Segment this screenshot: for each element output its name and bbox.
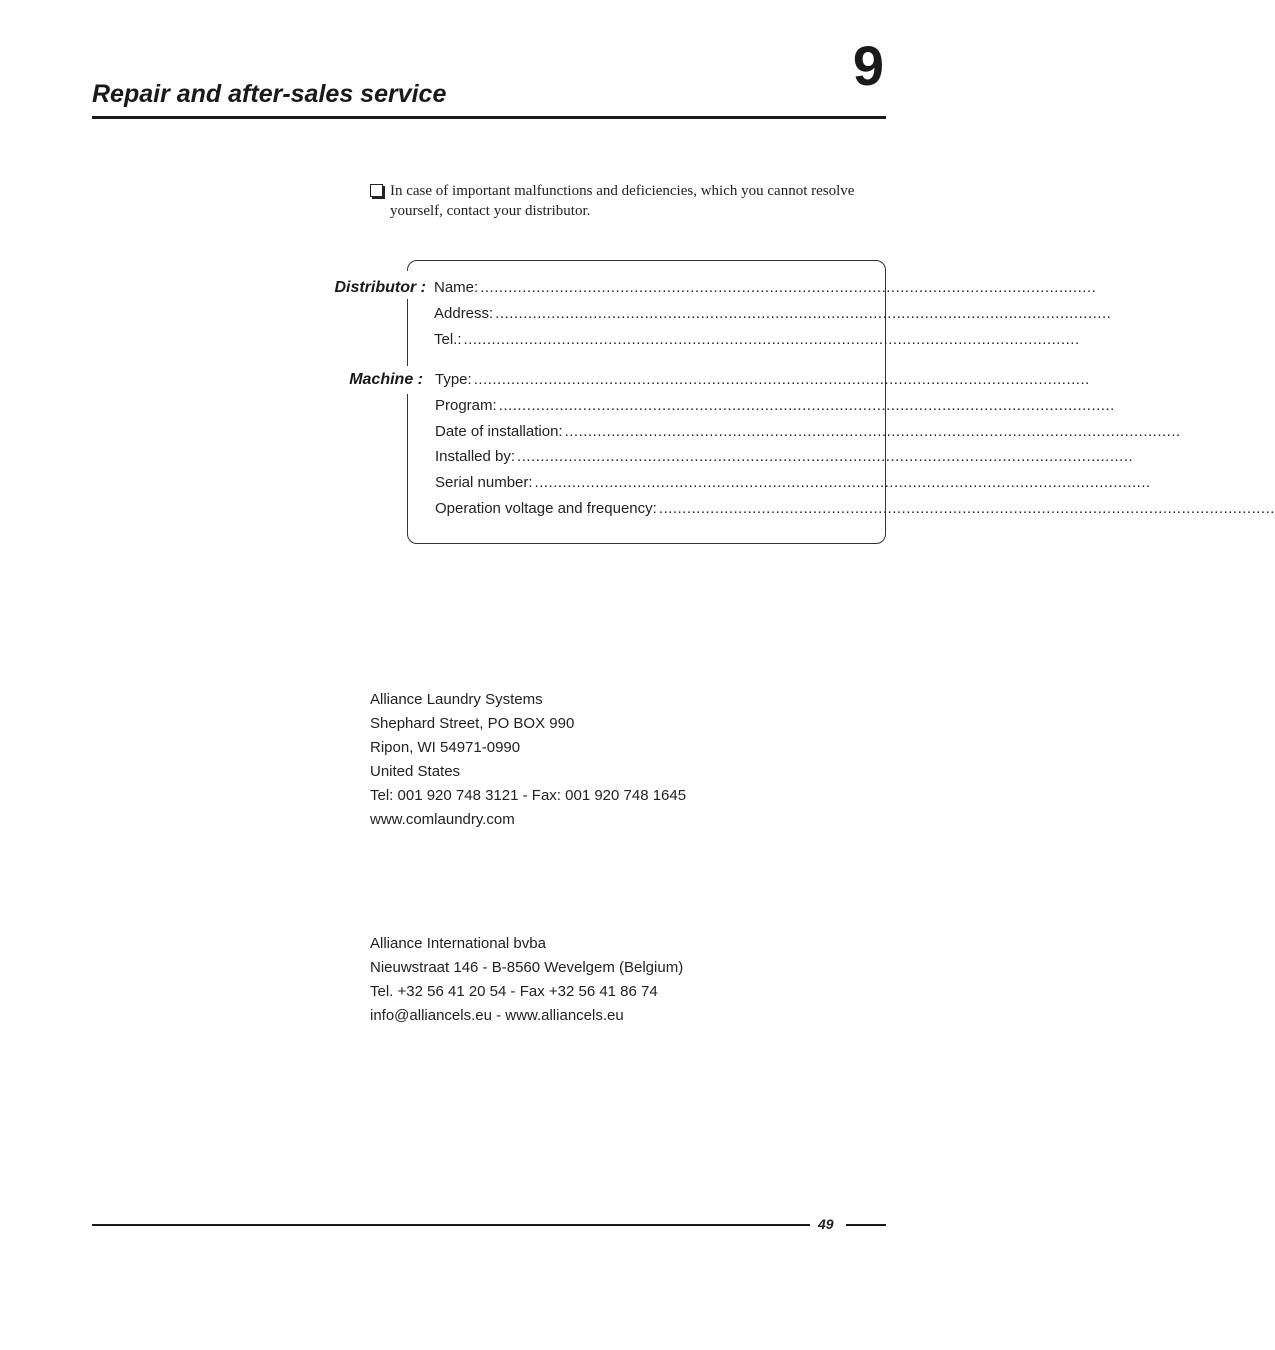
footer-rule-right xyxy=(846,1224,886,1226)
field-label: Name: xyxy=(434,279,479,296)
page-number: 49 xyxy=(818,1216,834,1232)
address-us xyxy=(370,688,686,832)
field-leader: .................................................................................................................................... xyxy=(498,397,1115,414)
address-line: Shephard Street, PO BOX 990 xyxy=(370,715,575,732)
machine-installed-by-field xyxy=(435,448,1134,465)
field-leader: .................................................................................................................................... xyxy=(564,423,1181,440)
address-line: Tel: 001 920 748 3121 - Fax: 001 920 748 1645 xyxy=(370,787,687,804)
checkbox-icon xyxy=(370,184,383,197)
page-title: Repair and after-sales service xyxy=(92,80,447,108)
field-label: Operation voltage and frequency: xyxy=(435,500,657,517)
field-leader: .................................................................................................................................... xyxy=(495,305,1112,322)
address-line: Tel. +32 56 41 20 54 - Fax +32 56 41 86 74 xyxy=(370,983,658,1000)
field-label: Address: xyxy=(434,305,494,322)
notice xyxy=(370,181,890,221)
distributor-name-field xyxy=(434,279,1097,296)
address-line: info@alliancels.eu - www.alliancels.eu xyxy=(370,1007,624,1024)
machine-program-field xyxy=(435,397,1115,414)
field-leader: .................................................................................................................................... xyxy=(463,331,1080,348)
machine-voltage-frequency-field xyxy=(435,500,1275,517)
footer-rule-left xyxy=(92,1224,810,1226)
chapter-number: 9 xyxy=(852,34,884,97)
field-leader: .................................................................................................................................... xyxy=(658,500,1275,517)
field-label: Type: xyxy=(435,371,472,388)
address-eu xyxy=(370,932,683,1028)
field-leader: .................................................................................................................................... xyxy=(534,474,1151,491)
address-line: Ripon, WI 54971-0990 xyxy=(370,739,521,756)
distributor-label: Distributor : xyxy=(334,279,426,296)
notice-text: In case of important malfunctions and deficiencies, which you cannot resolve yourself, contact your distributor. xyxy=(390,183,855,219)
machine-label: Machine : xyxy=(349,371,423,388)
machine-installation-date-field xyxy=(435,423,1181,440)
address-line: Nieuwstraat 146 - B-8560 Wevelgem (Belgium) xyxy=(370,959,684,976)
field-label: Installed by: xyxy=(435,448,516,465)
distributor-address-field xyxy=(434,305,1112,322)
field-label: Program: xyxy=(435,397,497,414)
field-leader: .................................................................................................................................... xyxy=(473,371,1090,388)
address-line: www.comlaundry.com xyxy=(370,811,515,828)
address-line: United States xyxy=(370,763,461,780)
field-label: Date of installation: xyxy=(435,423,563,440)
address-line: Alliance International bvba xyxy=(370,935,546,952)
field-label: Tel.: xyxy=(434,331,462,348)
address-line: Alliance Laundry Systems xyxy=(370,691,543,708)
field-leader: .................................................................................................................................... xyxy=(517,448,1134,465)
machine-type-field xyxy=(435,371,1090,388)
distributor-tel-field xyxy=(434,331,1080,348)
field-leader: .................................................................................................................................... xyxy=(480,279,1097,296)
title-rule xyxy=(92,116,886,119)
field-label: Serial number: xyxy=(435,474,533,491)
machine-serial-number-field xyxy=(435,474,1151,491)
